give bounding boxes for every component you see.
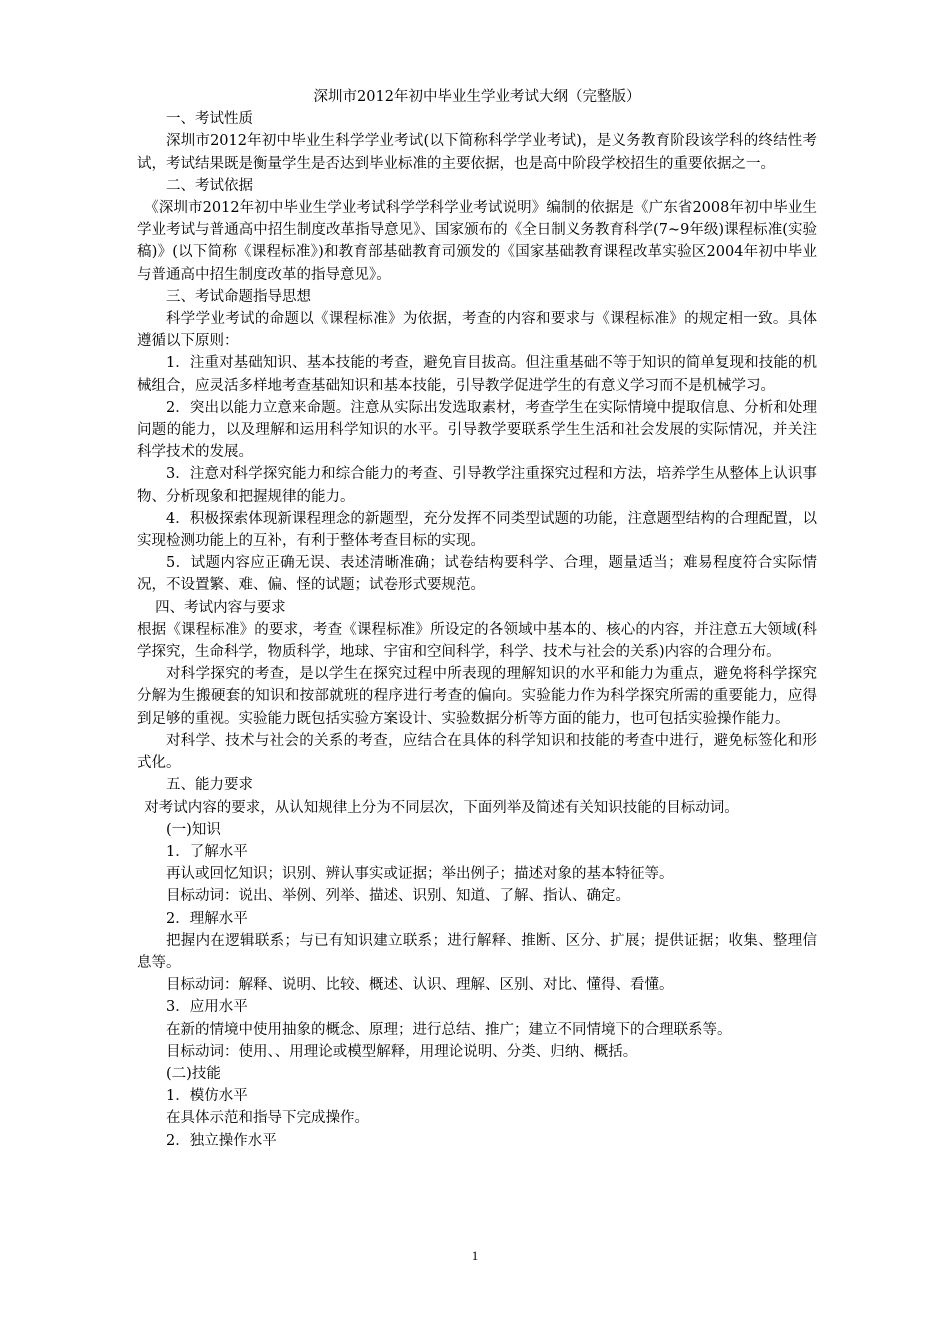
body-paragraph: 再认或回忆知识；识别、辨认事实或证据；举出例子；描述对象的基本特征等。	[166, 866, 674, 883]
body-paragraph: 把握内在逻辑联系；与已有知识建立联系；进行解释、推断、区分、扩展；提供证据；收集、整理信息等。	[137, 932, 817, 971]
principle-item: 3．注意对科学探究能力和综合能力的考查、引导教学注重探究过程和方法，培养学生从整体上认识事物、分析现象和把握规律的能力。	[137, 466, 817, 505]
subsection-heading: (二)技能	[166, 1065, 221, 1082]
section-heading: 二、考试依据	[166, 177, 253, 194]
level-heading: 2．独立操作水平	[166, 1132, 277, 1149]
body-paragraph: 根据《课程标准》的要求，考查《课程标准》所设定的各领域中基本的、核心的内容，并注意五大领域(科学探究，生命科学，物质科学，地球、宇宙和空间科学，科学、技术与社会的关系)内容的合理分布。	[137, 621, 817, 661]
section-heading: 一、考试性质	[166, 111, 253, 128]
body-paragraph: 目标动词：使用、、用理论或模型解释，用理论说明、分类、归纳、概括。	[166, 1043, 638, 1060]
section-heading: 三、考试命题指导思想	[166, 288, 311, 305]
body-paragraph: 科学学业考试的命题以《课程标准》为依据，考查的内容和要求与《课程标准》的规定相一致。具体遵循以下原则：	[137, 311, 817, 350]
body-paragraph: 深圳市2012年初中毕业生科学学业考试(以下简称科学学业考试)，是义务教育阶段该学科的终结性考试，考试结果既是衡量学生是否达到毕业标准的主要依据，也是高中阶段学校招生的重要依据之一。	[137, 133, 817, 172]
body-paragraph: 《深圳市2012年初中毕业生学业考试科学学科学业考试说明》编制的依据是《广东省2008年初中毕业生学业考试与普通高中招生制度改革指导意见》、国家颁布的《全日制义务教育科学(7~9年级)课程标准(实验稿)》(以下简称《课程标准》)和教育部基础教育司颁发的《国家基础教育课程改革实验区2004年初中毕业与普通高中招生制度改革的指导意见》。	[137, 200, 817, 283]
body-paragraph: 对科学、技术与社会的关系的考查，应结合在具体的科学知识和技能的考查中进行，避免标签化和形式化。	[137, 732, 817, 772]
subsection-heading: (一)知识	[166, 821, 221, 838]
level-heading: 3．应用水平	[166, 999, 248, 1016]
body-paragraph: 对考试内容的要求，从认知规律上分为不同层次，下面列举及简述有关知识技能的目标动词。	[144, 799, 739, 816]
principle-item: 1．注重对基础知识、基本技能的考查，避免盲目拔高。但注重基础不等于知识的简单复现和技能的机械组合，应灵活多样地考查基础知识和基本技能，引导教学促进学生的有意义学习而不是机械学习。	[137, 355, 817, 394]
section-heading: 五、能力要求	[166, 777, 253, 794]
principle-item: 5．试题内容应正确无误、表述清晰准确；试卷结构要科学、合理，题量适当；难易程度符合实际情况，不设置繁、难、偏、怪的试题；试卷形式要规范。	[137, 555, 817, 594]
level-heading: 1．了解水平	[166, 843, 248, 860]
principle-item: 4．积极探索体现新课程理念的新题型，充分发挥不同类型试题的功能，注意题型结构的合理配置，以实现检测功能上的互补，有利于整体考查目标的实现。	[137, 510, 817, 550]
level-heading: 1．模仿水平	[166, 1088, 248, 1105]
level-heading: 2．理解水平	[166, 910, 248, 927]
page-number: 1	[471, 1248, 479, 1263]
body-paragraph: 目标动词：说出、举例、列举、描述、识别、知道、了解、指认、确定。	[166, 888, 630, 905]
body-paragraph: 对科学探究的考查，是以学生在探究过程中所表现的理解知识的水平和能力为重点，避免将科学探究分解为生搬硬套的知识和按部就班的程序进行考查的偏向。实验能力作为科学探究所需的重要能力，应得到足够的重视。实验能力既包括实验方案设计、实验数据分析等方面的能力，也可包括实验操作能力。	[137, 666, 817, 727]
body-paragraph: 在具体示范和指导下完成操作。	[166, 1110, 369, 1127]
document-title: 深圳市2012年初中毕业生学业考试大纲（完整版）	[313, 89, 641, 105]
body-paragraph: 目标动词：解释、说明、比较、概述、认识、理解、区别、对比、懂得、看懂。	[166, 977, 674, 994]
principle-item: 2．突出以能力立意来命题。注意从实际出发选取素材，考查学生在实际情境中提取信息、分析和处理问题的能力，以及理解和运用科学知识的水平。引导教学要联系学生生活和社会发展的实际情况，并关注科学技术的发展。	[137, 399, 817, 461]
section-heading: 四、考试内容与要求	[155, 599, 286, 616]
body-paragraph: 在新的情境中使用抽象的概念、原理；进行总结、推广；建立不同情境下的合理联系等。	[166, 1021, 732, 1038]
document-body	[137, 86, 817, 1152]
